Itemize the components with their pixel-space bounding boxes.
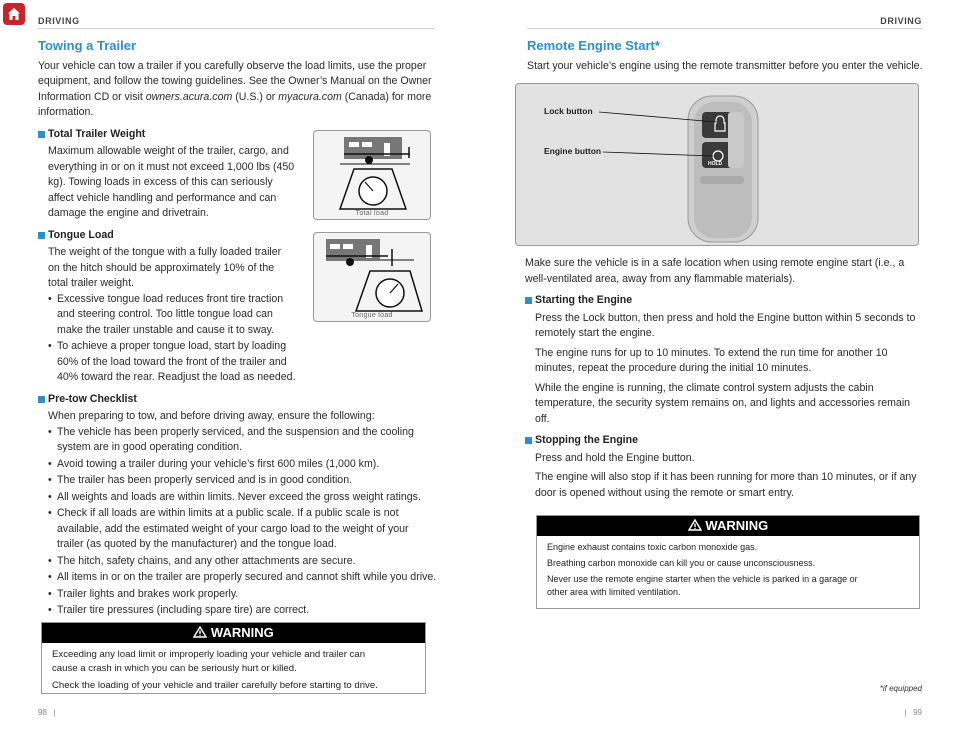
home-icon	[6, 6, 22, 22]
hold-label: HOLD	[708, 161, 723, 167]
warning-triangle-icon	[688, 519, 702, 531]
heading-stopping-engine: Stopping the Engine	[525, 433, 925, 449]
right-column-body	[525, 256, 925, 505]
section-label-left: DRIVING	[38, 16, 80, 26]
stopping-text-2: The engine will also stop if it has been running for more than 10 minutes, or if any door is opened without using the remote or smart entry.	[535, 471, 917, 499]
checklist-intro: When preparing to tow, and before driving away, ensure the following:	[48, 410, 375, 422]
stopping-text-1: Press and hold the Engine button.	[535, 451, 695, 464]
warning-body: Exceeding any load limit or improperly loading your vehicle and trailer can cause a crash in which you can be seriously hurt or killed. Check the loading of your vehicle and trailer carefully before starting to drive.	[52, 649, 378, 691]
total-load-figure	[313, 130, 431, 220]
warning-header: WARNING	[42, 623, 425, 643]
exhaust-warning-box	[536, 515, 920, 609]
list-item: • Check if all loads are within limits at a public scale. If a public scale is not available, add the estimated weight of your cargo load to the weight of your trailer (as quoted by the manufacturer) and the tongue load.	[48, 507, 409, 550]
figure-caption: Total load	[355, 210, 389, 217]
heading-pre-tow-checklist: Pre-tow Checklist	[38, 392, 438, 408]
footnote-if-equipped: *if equipped	[879, 684, 922, 693]
tongue-load-text: The weight of the tongue with a fully loaded trailer on the hitch should be approximately 10% of the total trailer weight.	[48, 246, 282, 289]
total-weight-text: Maximum allowable weight of the trailer, cargo, and everything in or on it must not exceed 1,000 lbs (450 kg). Towing loads in excess of this can seriously affect vehicle handling and performance and can damage the engine and drivetrain.	[48, 145, 295, 219]
page-title-remote-start: Remote Engine Start*	[527, 38, 660, 53]
trailer-scale-illustration	[314, 131, 432, 211]
page-title-towing: Towing a Trailer	[38, 38, 137, 53]
section-label-right: DRIVING	[880, 16, 922, 26]
tongue-scale-illustration	[314, 233, 432, 313]
heading-tongue-load: Tongue Load	[38, 228, 438, 244]
remote-start-intro: Start your vehicle’s engine using the remote transmitter before you enter the vehicle.	[527, 59, 923, 72]
safety-paragraph: Make sure the vehicle is in a safe location when using remote engine start (i.e., a well-ventilated area, away from any flammable materials).	[525, 257, 905, 285]
owners-link[interactable]: owners.acura.com	[145, 90, 233, 103]
myacura-link[interactable]: myacura.com	[278, 90, 342, 103]
list-item: • Trailer lights and brakes work properly.	[48, 587, 239, 600]
header-rule-right	[527, 28, 922, 29]
warning-triangle-icon	[193, 626, 207, 638]
page-number-left: 98 |	[38, 708, 56, 717]
heading-total-trailer-weight: Total Trailer Weight	[38, 127, 438, 143]
list-item: • To achieve a proper tongue load, start by loading 60% of the load toward the front of the trailer and 40% toward the rear. Readjust the load as needed.	[48, 340, 296, 383]
heading-starting-engine: Starting the Engine	[525, 293, 925, 309]
header-rule-left	[38, 28, 434, 29]
warning-header: WARNING	[537, 516, 919, 536]
starting-text-3: While the engine is running, the climate control system adjusts the cabin temperature, the security system remains on, and lights and accessories remain off.	[535, 381, 911, 425]
tongue-load-figure	[313, 232, 431, 322]
list-item: • Avoid towing a trailer during your vehicle’s first 600 miles (1,000 km).	[48, 457, 380, 470]
engine-button-callout: Engine button	[544, 146, 602, 156]
towing-warning-box	[41, 622, 426, 694]
list-item: • Excessive tongue load reduces front tire traction and steering control. Too little tongue load can make the trailer unstable and cause it to sway.	[48, 292, 284, 336]
warning-body: Engine exhaust contains toxic carbon monoxide gas. Breathing carbon monoxide can kill you or cause unconsciousness. Never use the remote engine starter when the vehicle is parked in a garage or other area with limited ventilation.	[547, 542, 858, 597]
page-number-right: | 99	[904, 708, 922, 717]
right-column-top	[527, 38, 927, 74]
home-button[interactable]	[3, 3, 25, 25]
list-item: • The trailer has been properly serviced and is in good condition.	[48, 474, 353, 486]
figure-caption: Tongue load	[351, 312, 393, 319]
left-column	[38, 38, 438, 620]
lock-button-callout: Lock button	[544, 106, 593, 116]
starting-text-2: The engine runs for up to 10 minutes. To extend the run time for another 10 minutes, repeat the procedure during the initial 10 minutes.	[535, 346, 888, 374]
towing-intro: Your vehicle can tow a trailer if you carefully observe the load limits, use the proper equipment, and follow the towing guidelines. See the Owner’s Manual on the Owner Information CD or visit owners.acura.com (U.S.) or myacura.com (Canada) for more information.	[38, 59, 432, 118]
list-item: • All items in or on the trailer are properly secured and cannot shift while you drive.	[48, 571, 437, 583]
list-item: • Trailer tire pressures (including spare tire) are correct.	[48, 604, 310, 616]
starting-text-1: Press the Lock button, then press and hold the Engine button within 5 seconds to remotely start the engine.	[535, 311, 916, 339]
list-item: • The hitch, safety chains, and any other attachments are secure.	[48, 554, 356, 567]
list-item: • All weights and loads are within limits. Never exceed the gross weight ratings.	[48, 490, 421, 503]
list-item: • The vehicle has been properly serviced, and the suspension and the cooling system are in good operating condition.	[48, 425, 414, 453]
remote-fob-figure	[515, 83, 919, 246]
